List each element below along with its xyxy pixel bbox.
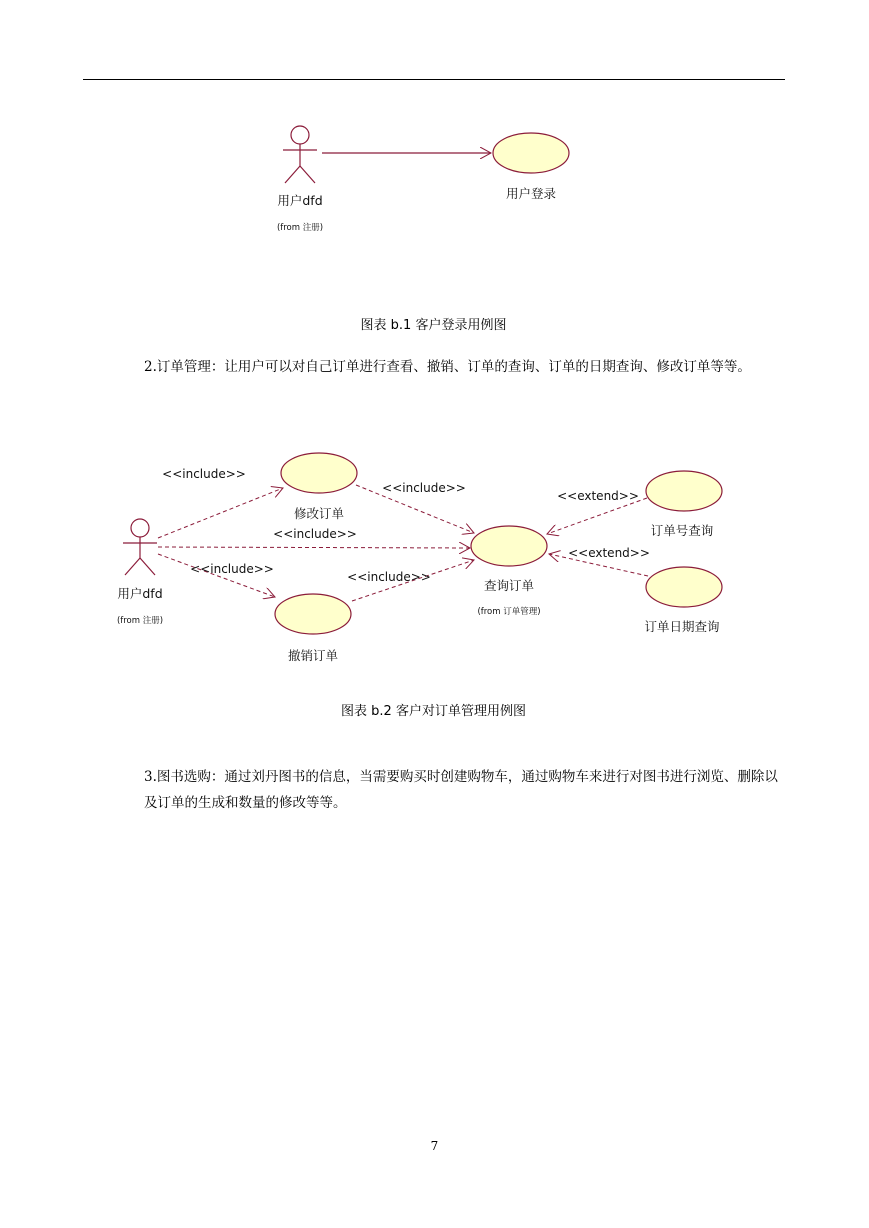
- actor-from: (from 注册): [276, 223, 324, 233]
- include-arrow-modify: [158, 488, 283, 538]
- page-number: 7: [430, 1139, 439, 1153]
- extend-arrow-order-no: [547, 498, 647, 534]
- usecase-cancel-oval: [275, 594, 351, 634]
- include-label-cancel: <<include>>: [190, 562, 274, 576]
- usecase-query-oval: [471, 526, 547, 566]
- figure-1: [277, 126, 569, 233]
- usecase-order-date-oval: [646, 567, 722, 607]
- include-label-modify-query: <<include>>: [382, 481, 466, 495]
- figure-1-caption: 图表 b.1 客户登录用例图: [360, 318, 507, 333]
- include-arrow-query: [158, 547, 470, 548]
- figure-2: [117, 453, 722, 663]
- paragraph-order-management: 2.订单管理：让用户可以对自己订单进行查看、撤销、订单的查询、订单的日期查询、修改订单等等。: [144, 359, 751, 375]
- include-label-cancel-query: <<include>>: [347, 570, 431, 584]
- extend-label-order-no: <<extend>>: [557, 489, 639, 503]
- include-label-query: <<include>>: [273, 527, 357, 541]
- usecase-order-date-label: 订单日期查询: [644, 619, 720, 634]
- actor-name: 用户dfd: [117, 586, 163, 601]
- usecase-order-no-oval: [646, 471, 722, 511]
- extend-label-order-date: <<extend>>: [568, 546, 650, 560]
- usecase-modify-oval: [281, 453, 357, 493]
- usecase-modify-label: 修改订单: [293, 506, 345, 521]
- include-label-modify: <<include>>: [162, 467, 246, 481]
- figure-2-caption: 图表 b.2 客户对订单管理用例图: [341, 704, 526, 719]
- usecase-login-oval: [493, 133, 569, 173]
- actor-icon: [283, 126, 317, 183]
- actor-name: 用户dfd: [277, 193, 323, 208]
- usecase-query-label: 查询订单: [483, 578, 535, 593]
- actor-icon: [123, 519, 157, 575]
- actor-from: (from 注册): [116, 616, 164, 626]
- usecase-order-no-label: 订单号查询: [650, 523, 714, 538]
- usecase-cancel-label: 撤销订单: [287, 648, 339, 663]
- usecase-query-from: (from 订单管理): [477, 607, 541, 617]
- usecase-login-label: 用户登录: [505, 186, 557, 201]
- paragraph-book-purchase: 3.图书选购：通过刘丹图书的信息，当需要购买时创建购物车，通过购物车来进行对图书进行浏览、删除以及订单的生成和数量的修改等等。: [144, 769, 778, 811]
